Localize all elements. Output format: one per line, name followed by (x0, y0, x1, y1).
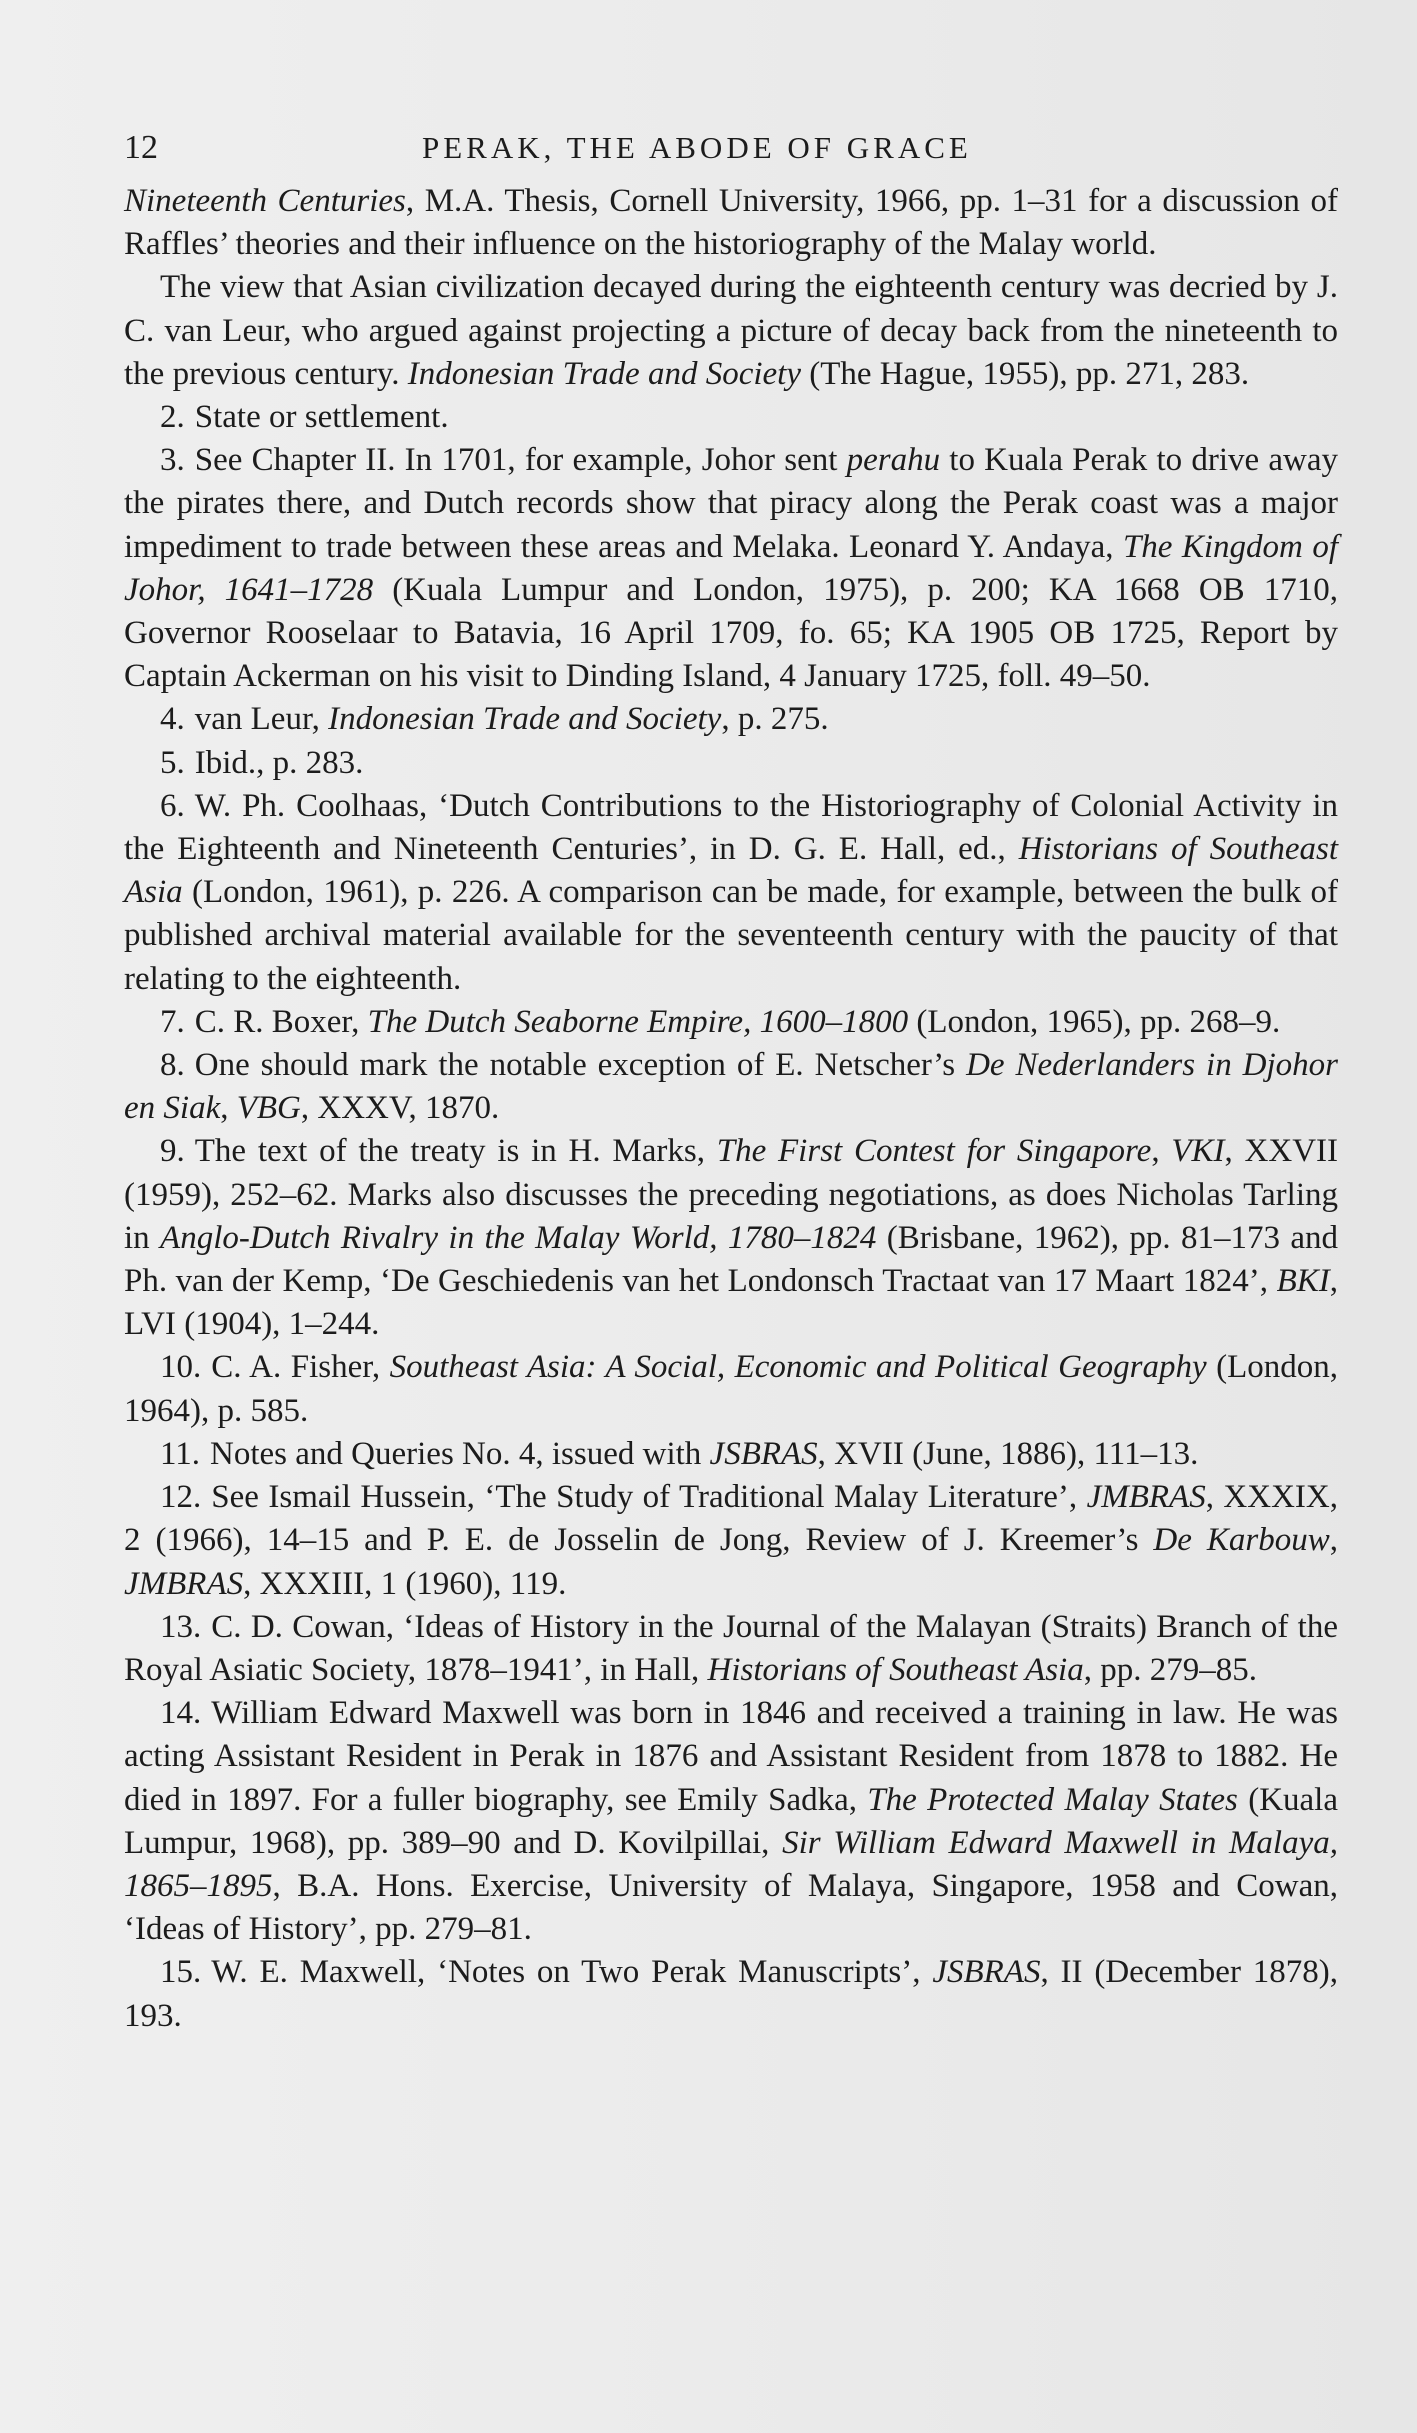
italic-title: De Karbouw (1153, 1522, 1330, 1559)
italic-title: Historians of Southeast Asia (707, 1651, 1084, 1688)
endnote-9 (124, 1130, 1338, 1346)
italic-title: The Dutch Seaborne Empire, 1600–1800 (367, 1003, 909, 1040)
italic-title: The Protected Malay States (867, 1781, 1238, 1818)
italic-title: Southeast Asia: A Social, Economic and Political Geography (389, 1349, 1207, 1386)
endnote-1-paragraph (124, 266, 1338, 396)
italic-title: Indonesian Trade and Society (407, 355, 801, 392)
note-text: , (1151, 1133, 1172, 1170)
endnote-8 (124, 1044, 1338, 1130)
endnote-2 (124, 396, 1338, 439)
endnote-5 (124, 742, 1338, 785)
note-text: (London, 1964), p. 585. (124, 1349, 1338, 1429)
endnote-number: 11. (160, 1435, 201, 1472)
italic-title: Anglo-Dutch Rivalry in the Malay World, 1780–1824 (160, 1219, 877, 1256)
endnote-14 (124, 1692, 1338, 1951)
endnote-number: 14. (160, 1695, 202, 1732)
italic-title: JMBRAS (124, 1565, 244, 1602)
note-text: , XXXIII, 1 (1960), 119. (243, 1565, 567, 1602)
note-text: , XVII (June, 1886), 111–13. (817, 1435, 1199, 1472)
endnote-number: 13. (160, 1608, 202, 1645)
italic-title: JMBRAS (1086, 1479, 1206, 1516)
note-text: , XXXIX, 2 (1966), 14–15 and P. E. de Josselin de Jong, Review of J. Kreemer’s (124, 1479, 1338, 1559)
italic-title: JSBRAS (709, 1435, 818, 1472)
note-text: See Ismail Hussein, ‘The Study of Traditional Malay Literature’, (211, 1479, 1087, 1516)
endnote-number: 8. (160, 1047, 185, 1084)
endnote-3 (124, 439, 1338, 698)
note-text: State or settlement. (194, 399, 449, 436)
italic-title: JSBRAS (932, 1954, 1041, 1991)
endnote-12 (124, 1476, 1338, 1606)
italic-title: The Kingdom of Johor, 1641–1728 (124, 528, 1338, 608)
note-text: (London, 1961), p. 226. A comparison can be made, for example, between the bulk of published archival material available for the seventeenth century with the paucity of that relating to the eighteenth. (124, 874, 1338, 997)
note-text: C. D. Cowan, ‘Ideas of History in the Journal of the Malayan (Straits) Branch of the Royal Asiatic Society, 1878–1941’, in Hall, (124, 1608, 1338, 1688)
note-text: van Leur, (194, 701, 329, 738)
italic-title: Historians of Southeast Asia (124, 831, 1338, 911)
note-text: , II (December 1878), 193. (124, 1954, 1339, 2034)
italic-title: Sir William Edward Maxwell in Malaya, 1865–1895 (124, 1824, 1338, 1904)
note-text: The text of the treaty is in H. Marks, (194, 1133, 717, 1170)
note-text: , M.A. Thesis, Cornell University, 1966, pp. 1–31 for a discussion of Raffles’ theories and their influence on the historiography of the Malay world. (124, 183, 1338, 263)
endnote-4 (124, 698, 1338, 741)
endnote-6 (124, 785, 1338, 1001)
note-text: (Kuala Lumpur, 1968), pp. 389–90 and D. Kovilpillai, (124, 1781, 1338, 1861)
endnote-number: 7. (160, 1003, 185, 1040)
book-page (124, 120, 1338, 2038)
running-head (124, 120, 1338, 176)
note-text: , XXVII (1959), 252–62. Marks also discusses the preceding negotiations, as does Nicholas Tarling in (124, 1133, 1339, 1256)
endnote-number: 6. (160, 787, 185, 824)
endnote-number: 4. (160, 701, 185, 738)
endnote-13 (124, 1606, 1338, 1692)
italic-title: BKI (1276, 1263, 1330, 1300)
note-text: , LVI (1904), 1–244. (124, 1263, 1338, 1343)
note-text: (The Hague, 1955), pp. 271, 283. (800, 355, 1250, 392)
italic-title: Nineteenth Centuries (124, 183, 406, 219)
endnote-number: 10. (160, 1349, 202, 1386)
note-text: C. R. Boxer, (194, 1003, 368, 1040)
note-text: , pp. 279–85. (1083, 1651, 1257, 1688)
note-text: (Kuala Lumpur and London, 1975), p. 200; KA 1668 OB 1710, Governor Rooselaar to Batavia, 16 April 1709, fo. 65; KA 1905 OB 1725, Report by Captain Ackerman on his visit to Dinding Island, 4 January 1725, foll. 49–50. (124, 571, 1338, 695)
note-text: , (220, 1090, 237, 1127)
note-text: Notes and Queries No. 4, issued with (210, 1435, 710, 1472)
endnote-1-continued (124, 180, 1338, 266)
endnotes-list (124, 180, 1338, 2038)
note-text: C. A. Fisher, (211, 1349, 390, 1386)
note-text: The view that Asian civilization decayed during the eighteenth century was decried by J. C. van Leur, who argued against projecting a picture of decay back from the nineteenth to the previous century. (124, 269, 1338, 392)
note-text: One should mark the notable exception of E. Netscher’s (194, 1047, 967, 1084)
endnote-11 (124, 1433, 1338, 1476)
note-text: , XXXV, 1870. (300, 1090, 500, 1127)
note-text: (London, 1965), pp. 268–9. (908, 1003, 1281, 1040)
note-text: to Kuala Perak to drive away the pirates there, and Dutch records show that piracy along the Perak coast was a major impediment to trade between these areas and Melaka. Leonard Y. Andaya, (124, 442, 1338, 565)
endnote-number: 9. (160, 1133, 185, 1170)
note-text: , p. 275. (721, 701, 829, 738)
italic-title: VBG (236, 1090, 301, 1127)
note-text: , B.A. Hons. Exercise, University of Malaya, Singapore, 1958 and Cowan, ‘Ideas of History’, pp. 279–81. (124, 1867, 1338, 1948)
italic-title: perahu (846, 442, 941, 479)
note-text: William Edward Maxwell was born in 1846 and received a training in law. He was acting Assistant Resident in Perak in 1876 and Assistant Resident from 1878 to 1882. He died in 1897. For a fuller biography, see Emily Sadka, (124, 1695, 1338, 1818)
note-text: W. Ph. Coolhaas, ‘Dutch Contributions to the Historiography of Colonial Activity in the Eighteenth and Nineteenth Centuries’, in D. G. E. Hall, ed., (124, 787, 1338, 868)
italic-title: The First Contest for Singapore (716, 1133, 1152, 1170)
endnote-15 (124, 1951, 1338, 2037)
note-text: Ibid., p. 283. (194, 744, 364, 781)
endnote-7 (124, 1001, 1338, 1044)
italic-title: VKI (1171, 1133, 1225, 1170)
italic-title: De Nederlanders in Djohor en Siak (124, 1047, 1338, 1127)
note-text: See Chapter II. In 1701, for example, Johor sent (194, 442, 847, 479)
note-text: , (1329, 1522, 1338, 1559)
endnote-number: 2. (160, 399, 185, 436)
running-title: PERAK, THE ABODE OF GRACE (422, 130, 972, 165)
endnote-number: 3. (160, 442, 185, 479)
italic-title: Indonesian Trade and Society (328, 701, 722, 738)
page-number: 12 (124, 129, 158, 166)
note-text: W. E. Maxwell, ‘Notes on Two Perak Manuscripts’, (211, 1954, 933, 1991)
endnote-number: 5. (160, 744, 185, 781)
endnote-number: 12. (160, 1479, 202, 1516)
endnote-10 (124, 1346, 1338, 1432)
endnote-number: 15. (160, 1954, 202, 1991)
note-text: (Brisbane, 1962), pp. 81–173 and Ph. van der Kemp, ‘De Geschiedenis van het Londonsch Tractaat van 17 Maart 1824’, (124, 1219, 1338, 1300)
